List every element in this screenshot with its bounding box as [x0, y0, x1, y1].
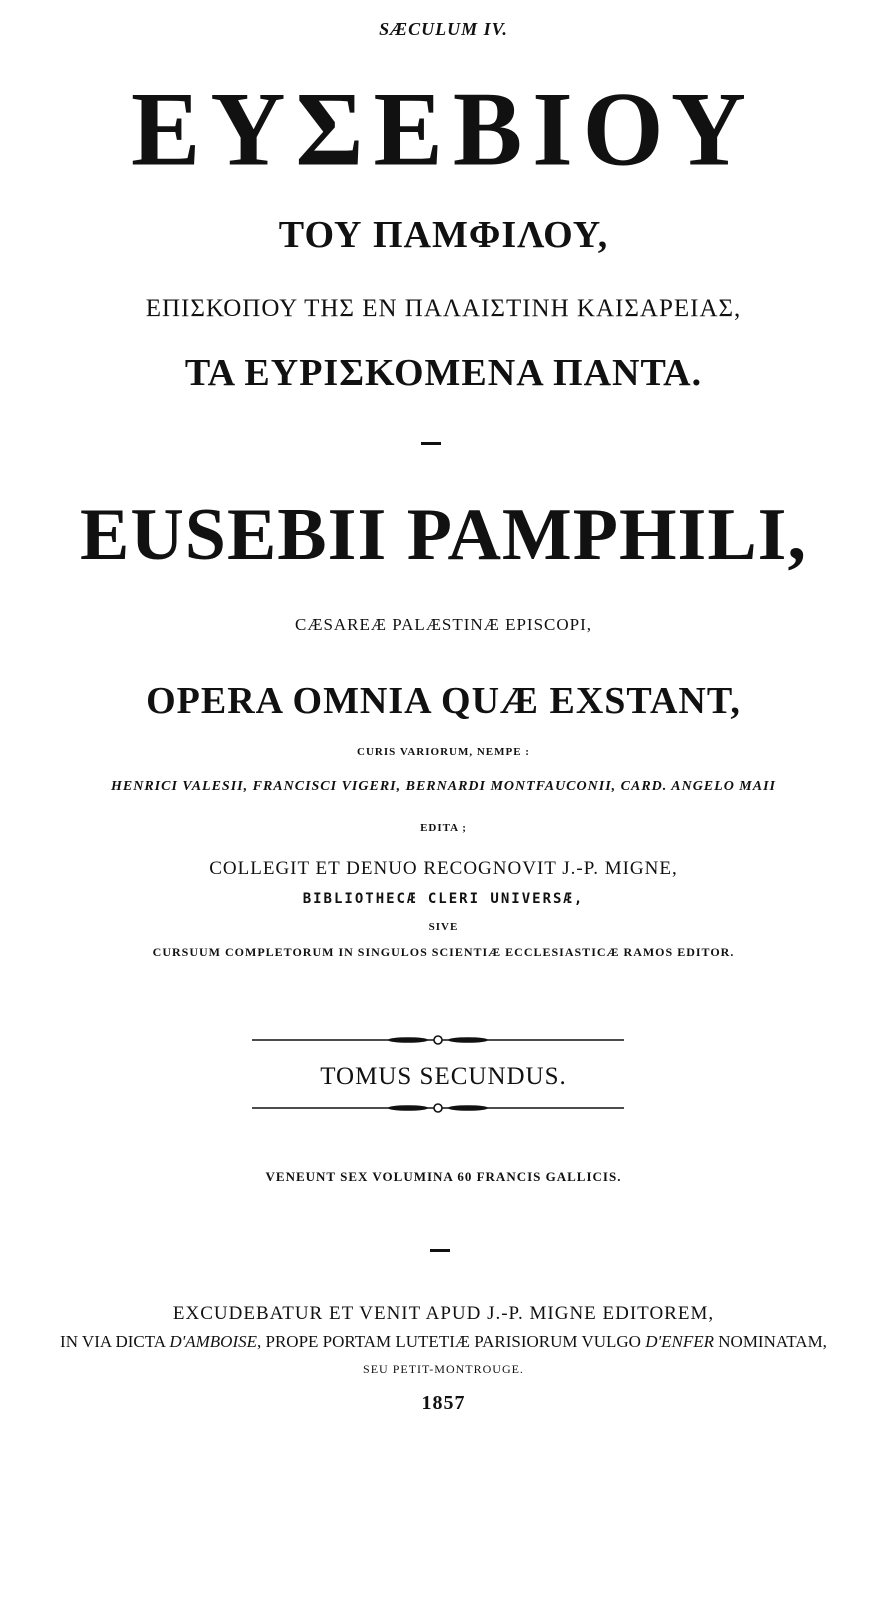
latin-subtitle-episcopi: CÆSAREÆ PALÆSTINÆ EPISCOPI,: [294, 615, 593, 634]
address-street: D'AMBOISE: [169, 1332, 258, 1351]
sive-line: SIVE: [428, 921, 459, 933]
address-middle: , PROPE PORTAM LUTETIÆ PARISIORUM VULGO: [257, 1332, 646, 1351]
greek-subtitle-pamphilou: ΤΟΥ ΠΑΜΦΙΛΟΥ,: [278, 214, 609, 256]
greek-subtitle-panta: ΤΑ ΕΥΡΙΣΚΟΜΕΝΑ ΠΑΝΤΑ.: [184, 352, 703, 394]
greek-subtitle-episkopou: ΕΠΙΣΚΟΠΟΥ ΤΗΣ ΕΝ ΠΑΛΑΙΣΤΙΝΗ ΚΑΙΣΑΡΕΙΑΣ,: [145, 295, 742, 322]
short-divider-dash: [421, 442, 441, 445]
latin-opera-omnia: OPERA OMNIA QUÆ EXSTANT,: [146, 680, 741, 722]
price-line: VENEUNT SEX VOLUMINA 60 FRANCIS GALLICIS.: [265, 1169, 622, 1184]
greek-author-title: ΕΥΣΕΒΙΟΥ: [131, 70, 756, 189]
short-divider-dash-lower: [430, 1249, 450, 1252]
bibliotheca-line: BIBLIOTHECÆ CLERI UNIVERSÆ,: [302, 891, 585, 907]
latin-author-title: EUSEBII PAMPHILI,: [80, 494, 807, 576]
ornamental-rule-top: [252, 1033, 624, 1047]
address-prefix: IN VIA DICTA: [60, 1332, 170, 1351]
imprint-address: [0, 1333, 887, 1350]
address-gate: D'ENFER: [645, 1332, 715, 1351]
ornamental-rule-bottom: [252, 1101, 624, 1115]
cursuum-line: CURSUUM COMPLETORUM IN SINGULOS SCIENTIÆ ECCLESIASTICÆ RAMOS EDITOR.: [152, 945, 735, 959]
address-suffix: NOMINATAM,: [714, 1332, 827, 1351]
tomus-label: TOMUS SECUNDUS.: [320, 1063, 567, 1090]
publication-year: 1857: [421, 1392, 466, 1414]
collegit-line: COLLEGIT ET DENUO RECOGNOVIT J.-P. MIGNE,: [209, 858, 678, 879]
edita-line: EDITA ;: [420, 822, 467, 834]
saeculum-heading: SÆCULUM IV.: [379, 19, 508, 39]
imprint-excudebatur: EXCUDEBATUR ET VENIT APUD J.-P. MIGNE EDITOREM,: [172, 1303, 715, 1324]
curis-variorum-line: CURIS VARIORUM, NEMPE :: [357, 746, 530, 758]
imprint-seu: SEU PETIT-MONTROUGE.: [363, 1362, 524, 1376]
editors-list: HENRICI VALESII, FRANCISCI VIGERI, BERNARDI MONTFAUCONII, CARD. ANGELO MAII: [110, 779, 776, 794]
